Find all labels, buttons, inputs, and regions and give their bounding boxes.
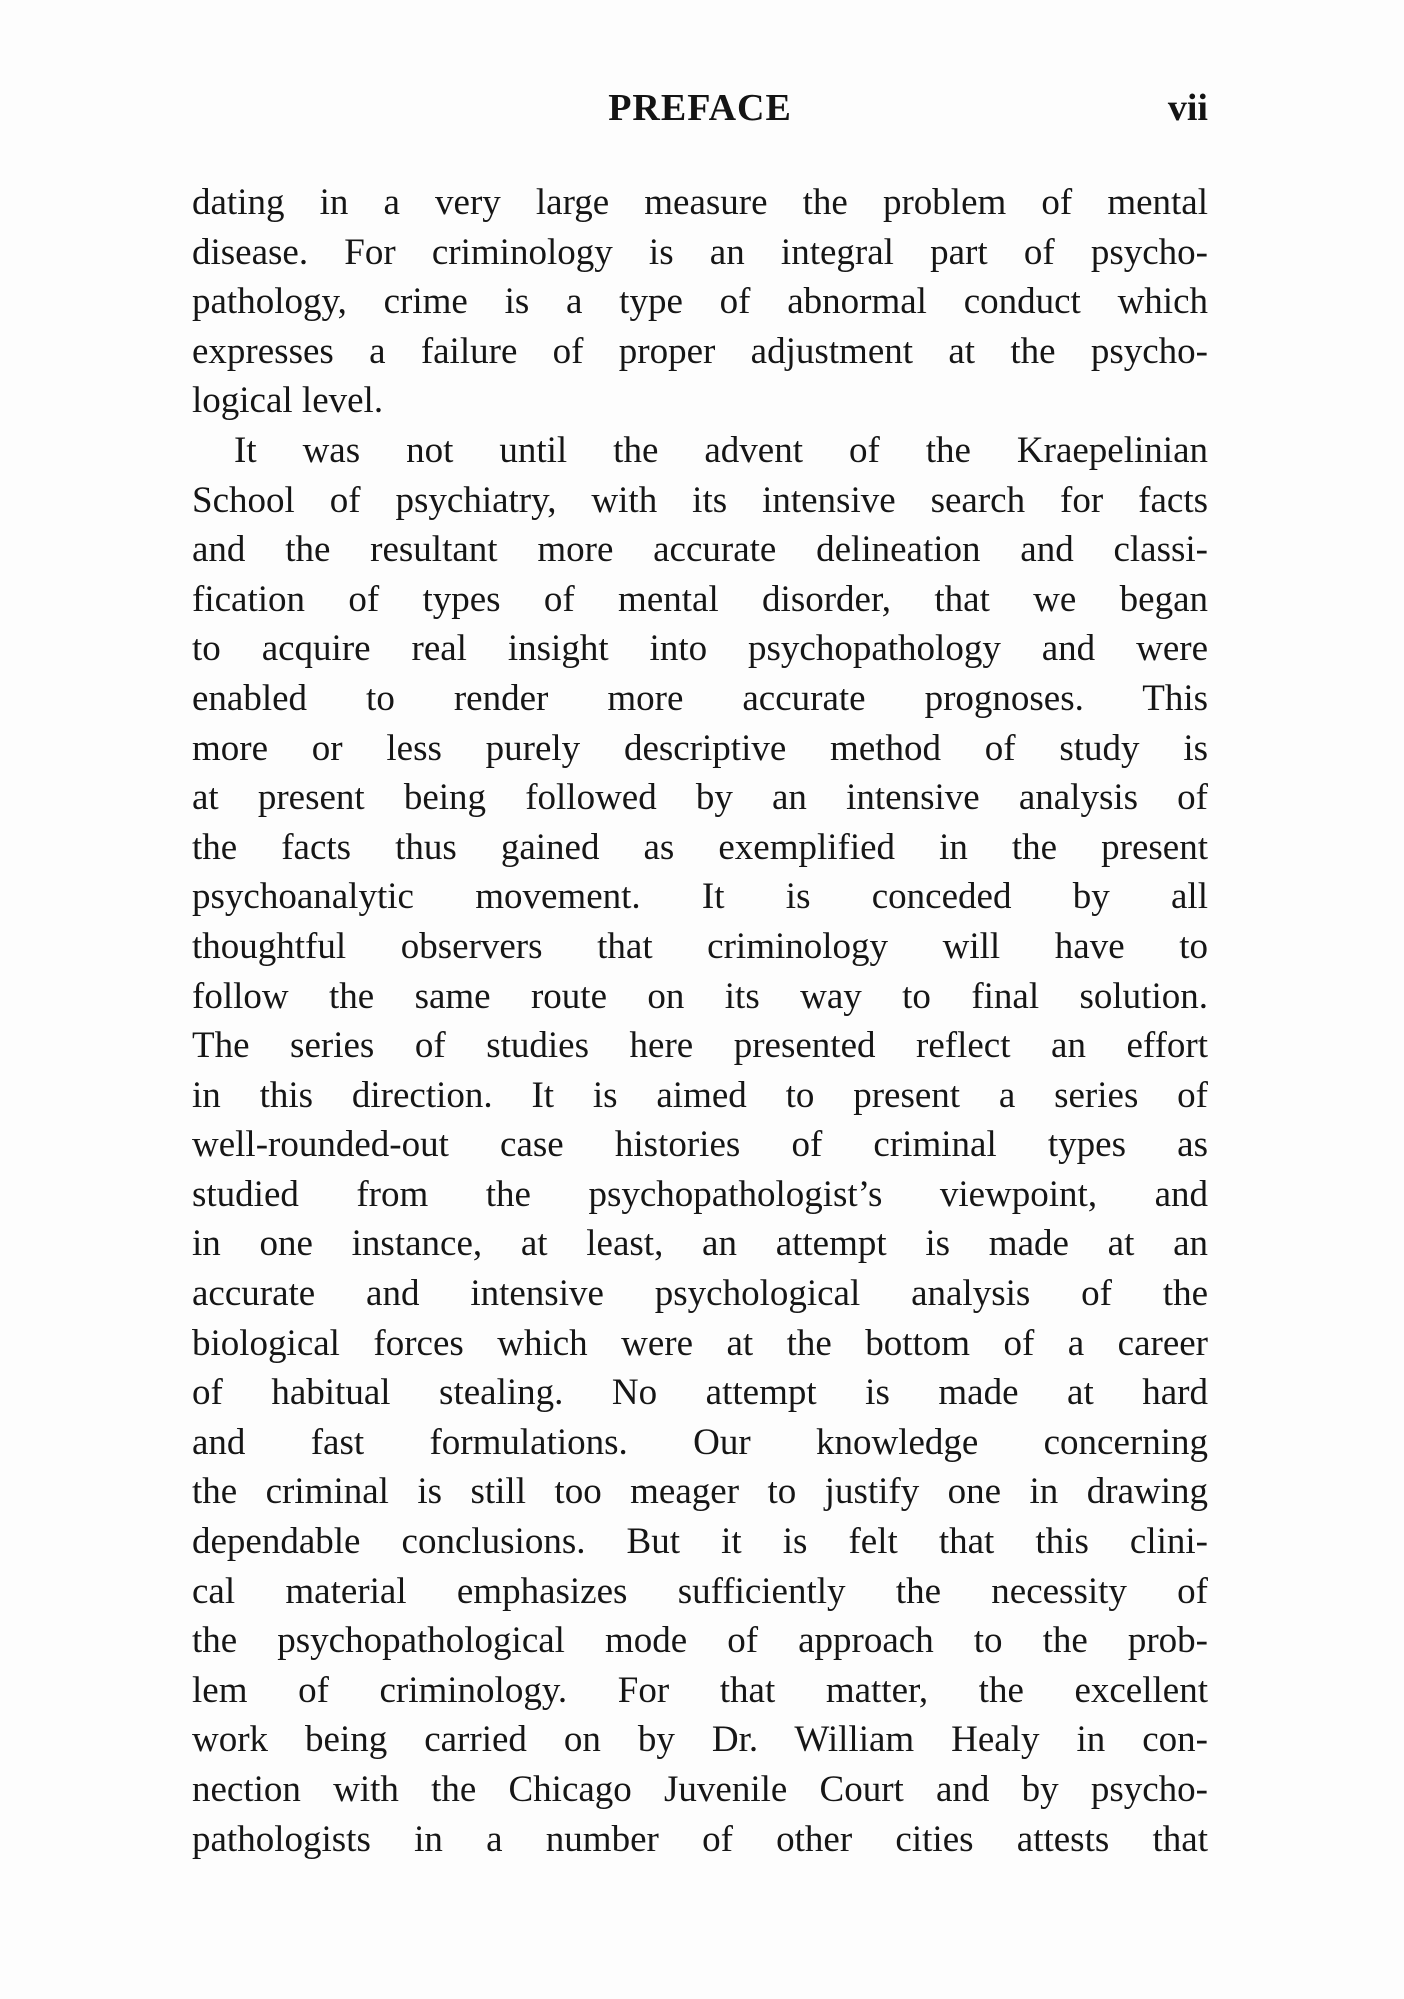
text-line: pathology, crime is a type of abnormal conduct which bbox=[192, 281, 1208, 323]
text-line: biological forces which were at the bottom of a career bbox=[192, 1322, 1208, 1364]
text-line: in one instance, at least, an attempt is made at an bbox=[192, 1223, 1208, 1265]
text-line: nection with the Chicago Juvenile Court and by psycho- bbox=[192, 1769, 1208, 1810]
text-line: enabled to render more accurate prognoses. This bbox=[192, 677, 1208, 719]
text-line: well-rounded-out case histories of criminal types as bbox=[192, 1124, 1208, 1166]
text-line: the facts thus gained as exemplified in the present bbox=[192, 826, 1208, 868]
page-header bbox=[192, 86, 1208, 136]
text-line: of habitual stealing. No attempt is made at hard bbox=[192, 1372, 1208, 1414]
text-line: School of psychiatry, with its intensive search for facts bbox=[192, 479, 1208, 521]
text-line: cal material emphasizes sufficiently the necessity of bbox=[192, 1570, 1208, 1612]
text-line: logical level. bbox=[192, 380, 384, 422]
page-number: vii bbox=[1167, 87, 1208, 129]
text-line: in this direction. It is aimed to present a series of bbox=[192, 1074, 1208, 1116]
text-line: the psychopathological mode of approach to the prob- bbox=[192, 1620, 1208, 1662]
text-line: thoughtful observers that criminology will have to bbox=[192, 925, 1208, 967]
text-line: more or less purely descriptive method of study is bbox=[192, 727, 1208, 769]
text-line: at present being followed by an intensive analysis of bbox=[192, 777, 1208, 819]
text-line: lem of criminology. For that matter, the excellent bbox=[192, 1669, 1208, 1711]
text-line: disease. For criminology is an integral part of psycho- bbox=[192, 231, 1208, 273]
text-line: and the resultant more accurate delineation and classi- bbox=[192, 529, 1208, 571]
text-line: studied from the psychopathologist’s viewpoint, and bbox=[192, 1173, 1208, 1215]
text-line: work being carried on by Dr. William Healy in con- bbox=[192, 1719, 1208, 1761]
text-line: The series of studies here presented reflect an effort bbox=[192, 1025, 1208, 1067]
text-line: dependable conclusions. But it is felt that this clini- bbox=[192, 1521, 1208, 1563]
text-line: pathologists in a number of other cities attests that bbox=[192, 1818, 1208, 1860]
text-line: the criminal is still too meager to justify one in drawing bbox=[192, 1471, 1208, 1513]
text-line: fication of types of mental disorder, that we began bbox=[192, 578, 1208, 620]
text-line: accurate and intensive psychological analysis of the bbox=[192, 1273, 1208, 1315]
text-line: dating in a very large measure the problem of mental bbox=[192, 182, 1208, 223]
running-head: PREFACE bbox=[608, 87, 792, 129]
body-text bbox=[192, 178, 1208, 1864]
text-line: and fast formulations. Our knowledge concerning bbox=[192, 1421, 1208, 1463]
text-line: to acquire real insight into psychopathology and were bbox=[192, 628, 1208, 670]
paragraph-first-line: It was not until the advent of the Kraepelinian bbox=[234, 429, 1208, 471]
text-line: expresses a failure of proper adjustment at the psycho- bbox=[192, 330, 1208, 372]
text-line: follow the same route on its way to final solution. bbox=[192, 975, 1208, 1017]
text-line: psychoanalytic movement. It is conceded by all bbox=[192, 876, 1208, 918]
